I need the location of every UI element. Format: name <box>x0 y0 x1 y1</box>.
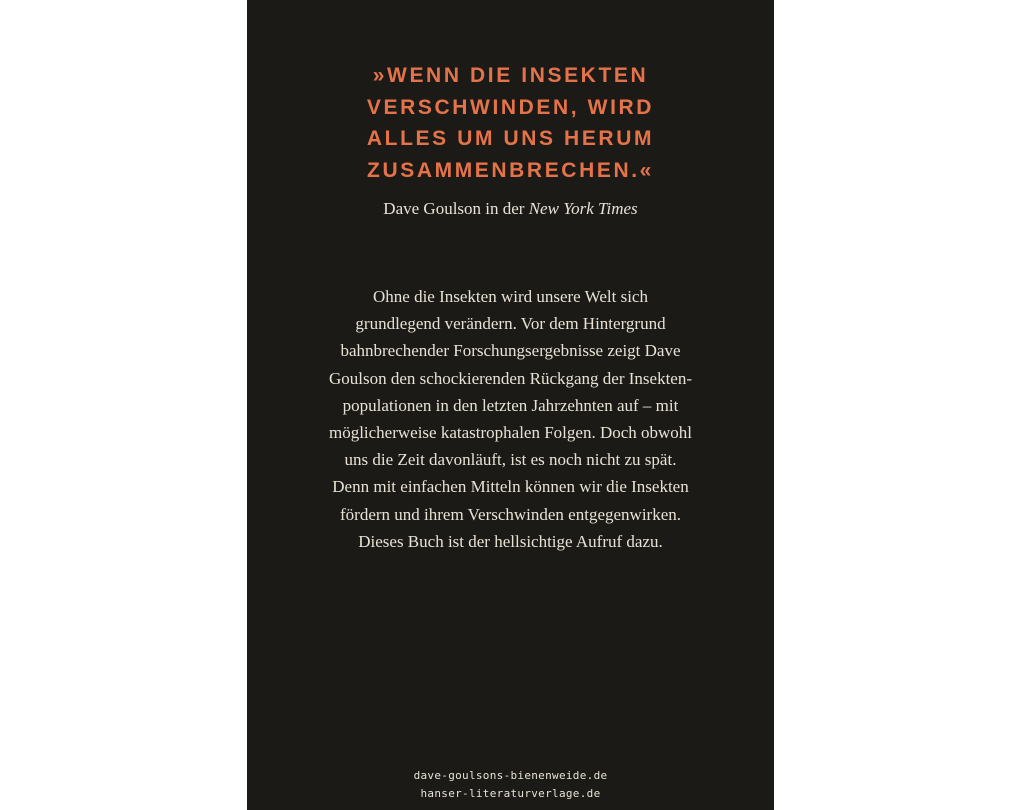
blurb-line: uns die Zeit davonläuft, ist es noch nicht zu spät. <box>344 450 677 470</box>
cover-quote <box>247 60 774 186</box>
quote-line: ZUSAMMENBRECHEN.« <box>367 158 654 182</box>
attribution-prefix: Dave Goulson in der <box>383 199 529 218</box>
blurb-line: möglicherweise katastrophalen Folgen. Doch obwohl <box>328 423 693 443</box>
blurb-line: grundlegend verändern. Vor dem Hintergrund <box>355 314 666 334</box>
book-blurb <box>247 283 774 555</box>
publisher-url: hanser-literaturverlage.de <box>420 787 601 800</box>
website-url: dave-goulsons-bienenweide.de <box>413 769 608 782</box>
blurb-line: Ohne die Insekten wird unsere Welt sich <box>373 287 648 306</box>
quote-line: VERSCHWINDEN, WIRD <box>366 95 655 119</box>
quote-attribution <box>247 199 774 219</box>
quote-line: »WENN DIE INSEKTEN <box>372 64 649 87</box>
publisher-urls <box>247 767 774 803</box>
blurb-line: populationen in den letzten Jahrzehnten auf – mit <box>342 395 679 415</box>
blurb-line: fördern und ihrem Verschwinden entgegenwirken. <box>340 504 681 524</box>
blurb-line: Dieses Buch ist der hellsichtige Aufruf dazu. <box>358 531 663 551</box>
blurb-line: Goulson den schockierenden Rückgang der Insekten- <box>328 368 693 388</box>
quote-line: ALLES UM UNS HERUM <box>366 127 655 150</box>
attribution-source: New York Times <box>528 199 638 218</box>
blurb-line: Denn mit einfachen Mitteln können wir die Insekten <box>332 477 689 497</box>
book-back-cover <box>247 0 774 810</box>
blurb-line: bahnbrechender Forschungsergebnisse zeigt Dave <box>340 341 681 361</box>
